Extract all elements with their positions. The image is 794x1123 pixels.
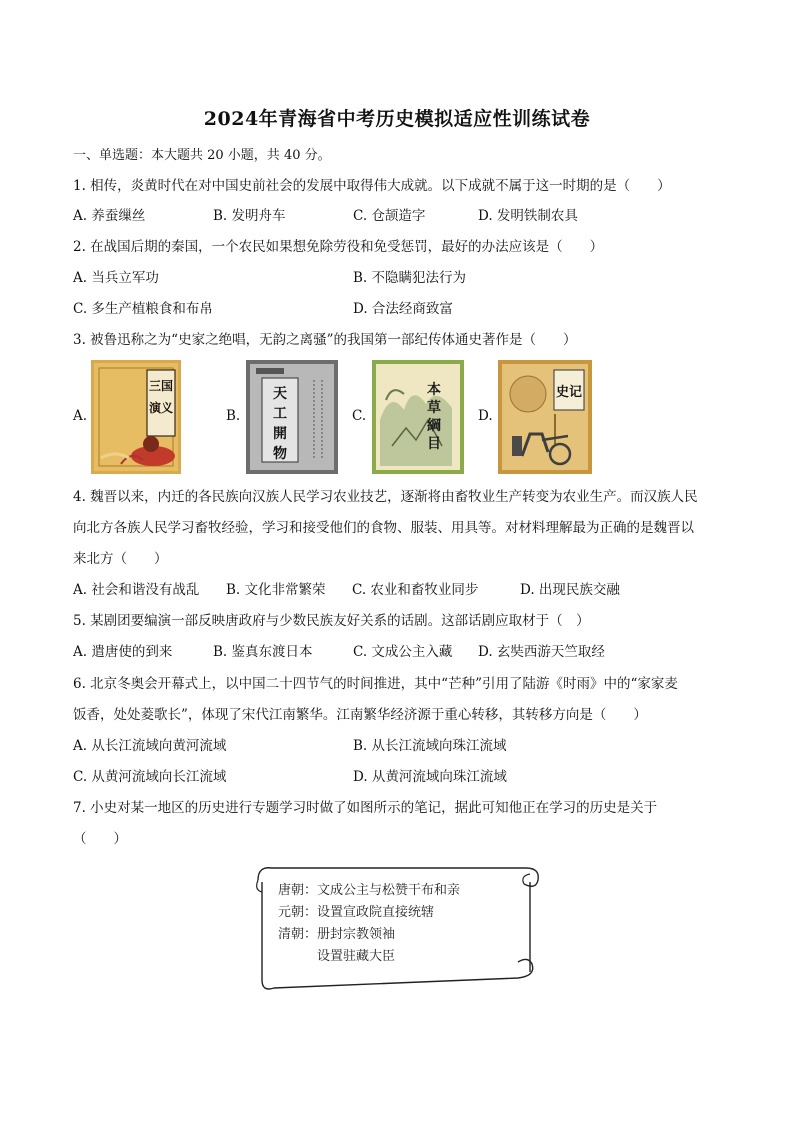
q4-option-b: B. 文化非常繁荣 — [226, 582, 326, 598]
q3-option-c-label: C. — [352, 408, 367, 424]
question-7-stem-line1: 7. 小史对某一地区的历史进行专题学习时做了如图所示的笔记，据此可知他正在学习的历史是关于 — [73, 800, 658, 816]
q6-option-a: A. 从长江流域向黄河流域 — [73, 738, 227, 754]
q5-option-b: B. 鉴真东渡日本 — [213, 644, 313, 660]
q3-cover-c-char3: 綱 — [427, 418, 441, 434]
q3-option-c-book-cover — [372, 360, 464, 474]
q7-scroll-figure — [248, 860, 544, 996]
q1-option-c: C. 仓颉造字 — [353, 208, 426, 224]
question-7-stem-line2: （ ） — [73, 831, 127, 847]
q2-option-a: A. 当兵立军功 — [73, 270, 159, 286]
q7-scroll-line4: 设置驻藏大臣 — [278, 949, 396, 964]
question-4-stem-line1: 4. 魏晋以来，内迁的各民族向汉族人民学习农业技艺，逐渐将由畜牧业生产转变为农业生产。而汉族人民 — [73, 489, 698, 505]
question-5-stem: 5. 某剧团要编演一部反映唐政府与少数民族友好关系的话剧。这部话剧应取材于（ ） — [73, 613, 590, 629]
q4-option-a: A. 社会和谐没有战乱 — [73, 582, 200, 598]
question-4-stem-line2: 向北方各族人民学习畜牧经验，学习和接受他们的食物、服装、用具等。对材料理解最为正确的是魏晋以 — [73, 520, 694, 536]
q2-option-d: D. 合法经商致富 — [353, 301, 453, 317]
q3-option-b-label: B. — [226, 408, 241, 424]
q7-scroll-line2: 元朝：设置宣政院直接统辖 — [278, 905, 435, 920]
q2-option-c: C. 多生产植粮食和布帛 — [73, 301, 213, 317]
q3-option-d-label: D. — [478, 408, 493, 424]
q3-cover-c-char2: 草 — [427, 400, 441, 416]
section-heading: 一、单选题：本大题共 20 小题，共 40 分。 — [73, 148, 331, 163]
q3-option-a-book-cover — [91, 360, 181, 474]
q1-option-d: D. 发明铁制农具 — [478, 208, 578, 224]
q3-option-a-label: A. — [73, 408, 88, 424]
q5-option-d: D. 玄奘西游天竺取经 — [478, 644, 605, 660]
q4-option-c: C. 农业和畜牧业同步 — [352, 582, 479, 598]
q3-cover-c-char4: 目 — [427, 436, 441, 452]
q1-option-b: B. 发明舟车 — [213, 208, 286, 224]
q3-cover-a-line1: 三国 — [148, 379, 174, 393]
q5-option-a: A. 遣唐使的到来 — [73, 644, 173, 660]
question-2-stem: 2. 在战国后期的秦国，一个农民如果想免除劳役和免受惩罚，最好的办法应该是（ ） — [73, 239, 604, 255]
q3-option-d-book-cover — [498, 360, 592, 474]
question-4-stem-line3: 来北方（ ） — [73, 551, 168, 567]
q4-option-d: D. 出现民族交融 — [520, 582, 620, 598]
q2-option-b: B. 不隐瞒犯法行为 — [353, 270, 467, 286]
q5-option-c: C. 文成公主入藏 — [353, 644, 453, 660]
question-3-stem: 3. 被鲁迅称之为“史家之绝唱，无韵之离骚”的我国第一部纪传体通史著作是（ ） — [73, 332, 577, 348]
q3-cover-d-title: 史记 — [555, 385, 583, 400]
q3-cover-c-char1: 本 — [427, 382, 441, 398]
q7-scroll-line3: 清朝：册封宗教领袖 — [278, 927, 396, 942]
q6-option-d: D. 从黄河流域向珠江流域 — [353, 769, 507, 785]
question-1-stem: 1. 相传，炎黄时代在对中国史前社会的发展中取得伟大成就。以下成就不属于这一时期的是（ ） — [73, 178, 671, 194]
q6-option-b: B. 从长江流域向珠江流域 — [353, 738, 507, 754]
q7-scroll-line1: 唐朝：文成公主与松赞干布和亲 — [278, 883, 461, 898]
q3-cover-b-char4: 物 — [273, 446, 287, 462]
question-6-stem-line1: 6. 北京冬奥会开幕式上，以中国二十四节气的时间推进，其中“芒种”引用了陆游《时雨》中的“家家麦 — [73, 676, 678, 692]
q6-option-c: C. 从黄河流域向长江流域 — [73, 769, 227, 785]
q3-cover-b-char1: 天 — [273, 386, 287, 402]
question-6-stem-line2: 饭香，处处菱歌长”，体现了宋代江南繁华。江南繁华经济源于重心转移，其转移方向是（ ） — [73, 707, 647, 723]
q1-option-a: A. 养蚕缫丝 — [73, 208, 146, 224]
q3-cover-b-char2: 工 — [273, 406, 287, 422]
q3-option-b-book-cover — [246, 360, 338, 474]
q3-cover-b-char3: 開 — [273, 426, 287, 442]
q3-cover-a-line2: 演义 — [148, 401, 174, 415]
exam-title: 2024年青海省中考历史模拟适应性训练试卷 — [203, 108, 591, 130]
